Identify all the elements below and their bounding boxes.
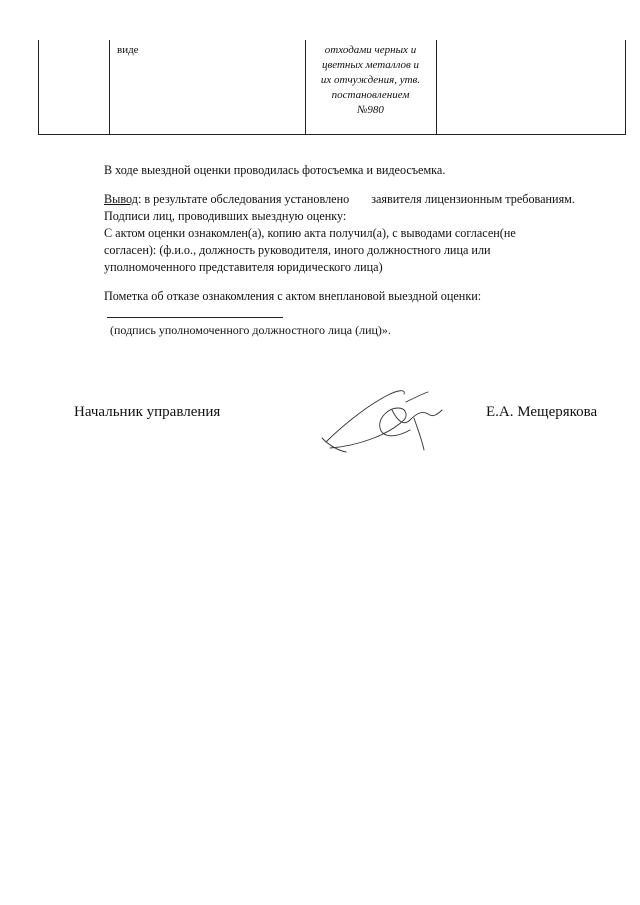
acknowledgement-line: С актом оценки ознакомлен(а), копию акта получил(а), с выводами согласен(не: [104, 226, 516, 240]
conclusion-end: заявителя лицензионным требованиям.: [371, 192, 575, 206]
conclusion-label: Вывод: [104, 192, 138, 206]
signatures-line: Подписи лиц, проводивших выездную оценку:: [104, 209, 347, 223]
table-cell-line: отходами черных и: [324, 44, 417, 56]
handwritten-signature: [318, 380, 458, 455]
table-cell-line: постановлением: [331, 89, 410, 101]
signature-caption: (подпись уполномоченного должностного лица (лиц)».: [110, 323, 391, 337]
signer-title: Начальник управления: [74, 404, 221, 420]
photo-video-line: В ходе выездной оценки проводилась фотосъемка и видеосъемка.: [104, 163, 446, 177]
acknowledgement-line: согласен): (ф.и.о., должность руководителя, иного должностного лица или: [104, 243, 491, 257]
table-cell-regulation: [305, 43, 436, 118]
table-fragment: [38, 40, 626, 135]
table-cell-vide: виде: [117, 44, 139, 56]
table-cell-line: цветных металлов и: [321, 59, 420, 71]
refusal-note-line: Пометка об отказе ознакомления с актом внеплановой выездной оценки:: [104, 289, 482, 303]
table-cell-line: их отчуждения, утв.: [320, 74, 421, 86]
acknowledgement-line: уполномоченного представителя юридического лица): [104, 260, 383, 274]
table-col-divider: [109, 40, 110, 134]
signer-name: Е.А. Мещерякова: [486, 404, 598, 420]
conclusion-text: : в результате обследования установлено: [137, 192, 350, 206]
conclusion-line: [104, 191, 575, 208]
table-cell-line: №980: [357, 104, 384, 116]
table-col-divider: [436, 40, 437, 134]
signature-rule: [107, 317, 283, 318]
